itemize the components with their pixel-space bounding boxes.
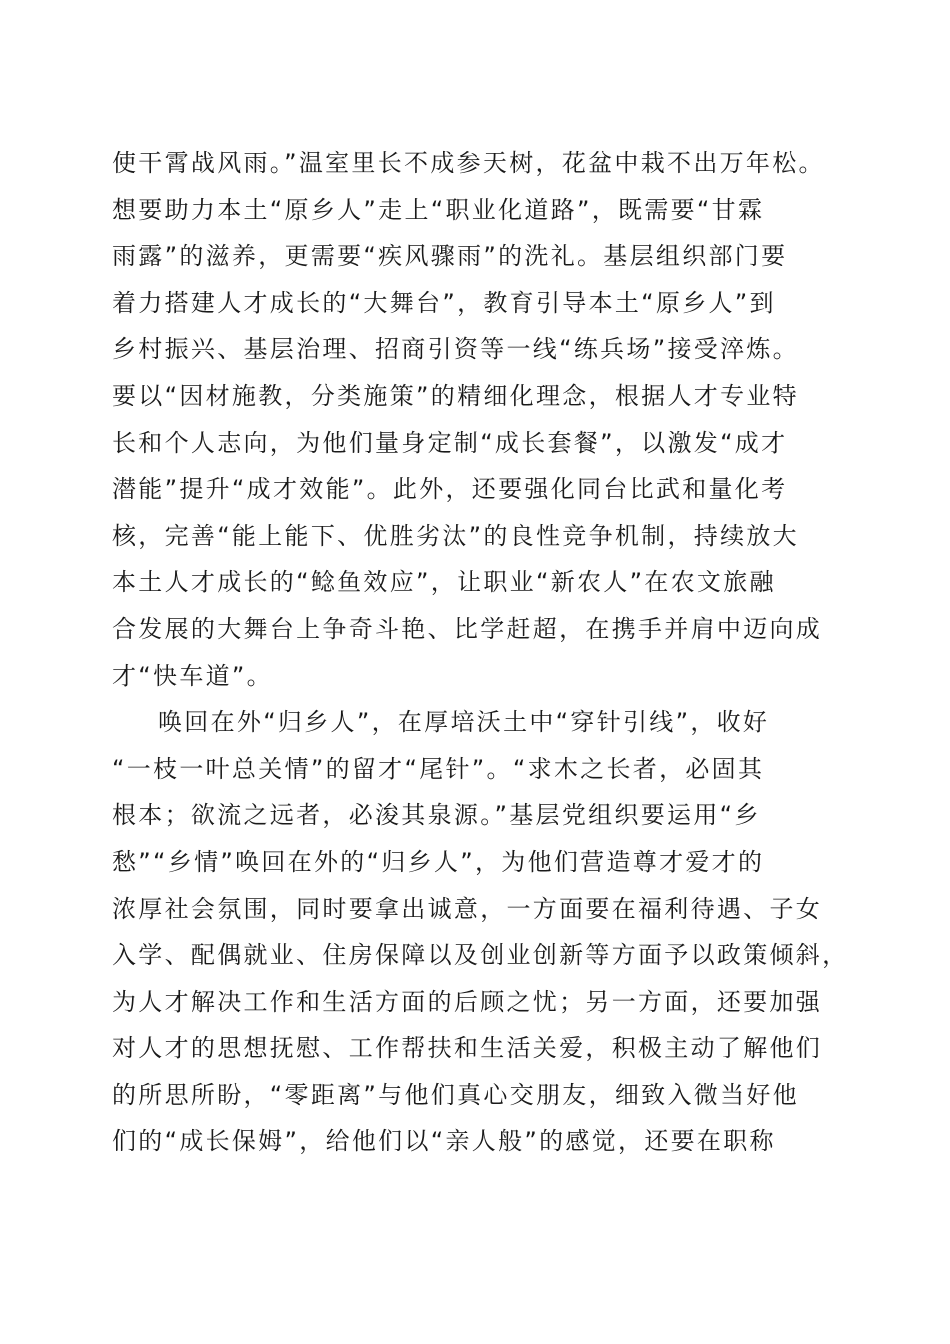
- text-line: 根本；欲流之远者，必浚其泉源。”基层党组织要运用“乡: [112, 801, 761, 830]
- text-line: 愁”“乡情”唤回在外的“归乡人”，为他们营造尊才爱才的: [112, 847, 765, 876]
- text-line: 们的“成长保姆”，给他们以“亲人般”的感觉，还要在职称: [112, 1127, 776, 1156]
- text-line: 的所思所盼，“零距离”与他们真心交朋友，细致入微当好他: [112, 1080, 799, 1109]
- text-line: 要以“因材施教，分类施策”的精细化理念，根据人才专业特: [112, 381, 799, 410]
- text-line: 长和个人志向，为他们量身定制“成长套餐”，以激发“成才: [112, 428, 788, 457]
- text-line: 着力搭建人才成长的“大舞台”，教育引导本土“原乡人”到: [112, 288, 776, 317]
- text-line: 合发展的大舞台上争奇斗艳、比学赶超，在携手并肩中迈向成: [112, 614, 823, 643]
- text-line: 潜能”提升“成才效能”。此外，还要强化同台比武和量化考: [112, 475, 788, 504]
- body-text: [112, 140, 849, 1165]
- text-line: 本土人才成长的“鲶鱼效应”，让职业“新农人”在农文旅融: [112, 568, 776, 597]
- text-line: 为人才解决工作和生活方面的后顾之忧；另一方面，还要加强: [112, 987, 823, 1016]
- text-line: 浓厚社会氛围，同时要拿出诚意，一方面要在福利待遇、子女: [112, 894, 823, 923]
- text-line: 想要助力本土“原乡人”走上“职业化道路”，既需要“甘霖: [112, 195, 765, 224]
- paragraph-1: [112, 140, 842, 699]
- text-line: 对人才的思想抚慰、工作帮扶和生活关爱，积极主动了解他们: [112, 1034, 823, 1063]
- text-line: 乡村振兴、基层治理、招商引资等一线“练兵场”接受淬炼。: [112, 335, 799, 364]
- paragraph-2: [112, 699, 849, 1165]
- text-line: 入学、配偶就业、住房保障以及创业创新等方面予以政策倾斜，: [112, 941, 849, 970]
- text-line: 才“快车道”。: [112, 661, 273, 690]
- text-line: 核，完善“能上能下、优胜劣汰”的良性竞争机制，持续放大: [112, 521, 799, 550]
- text-line: 雨露”的滋养，更需要“疾风骤雨”的洗礼。基层组织部门要: [112, 242, 788, 271]
- text-line: “一枝一叶总关情”的留才“尾针”。“求木之长者，必固其: [112, 754, 765, 783]
- text-line-first: 唤回在外“归乡人”，在厚培沃土中“穿针引线”，收好: [158, 708, 770, 737]
- text-line: 使干霄战风雨。”温室里长不成参天树，花盆中栽不出万年松。: [112, 149, 825, 177]
